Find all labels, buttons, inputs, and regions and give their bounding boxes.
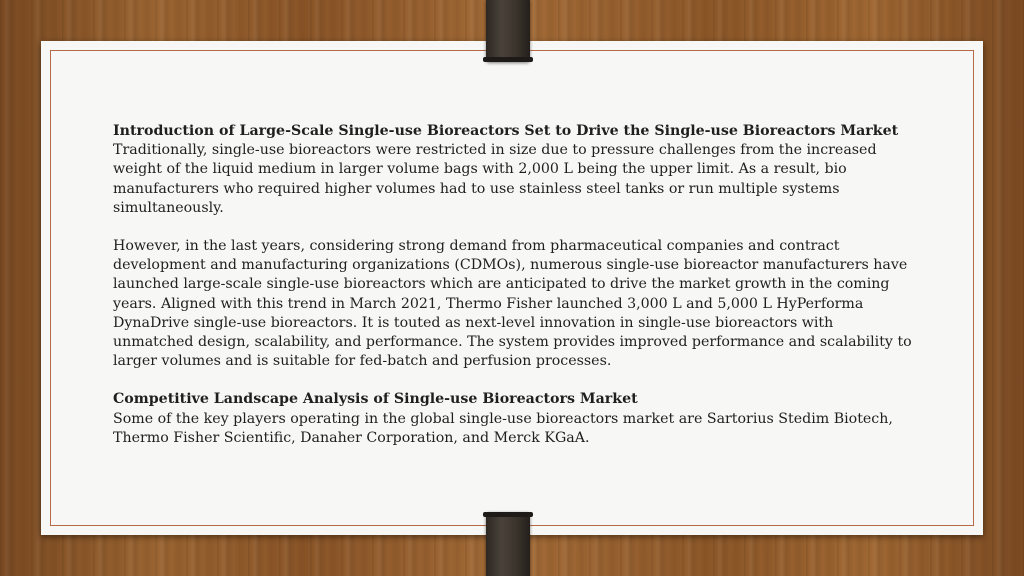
intro-paragraph-1: Traditionally, single-use bioreactors were restricted in size due to pressure challenges from the increased weight of the liquid medium in larger volume bags with 2,000 L being the upper limit. As a result, bio manufacturers who required higher volumes had to use stainless steel tanks or run multiple systems simultaneously. xyxy=(113,142,877,216)
top-binder-clip xyxy=(486,0,530,62)
competitive-heading: Competitive Landscape Analysis of Single-use Bioreactors Market xyxy=(113,391,638,408)
intro-paragraph-2: However, in the last years, considering strong demand from pharmaceutical companies and contract development and manufacturing organizations (CDMOs), numerous single-use bioreactor manufacturers have launched large-scale single-use bioreactors which are anticipated to drive the market growth in the coming years. Aligned with this trend in March 2021, Thermo Fisher launched 3,000 L and 5,000 L HyPerforma DynaDrive single-use bioreactors. It is touted as next-level innovation in single-use bioreactors with unmatched design, scalability, and performance. The system provides improved performance and scalability to larger volumes and is suitable for fed-batch and perfusion processes. xyxy=(113,238,912,370)
paragraph-spacer xyxy=(113,371,918,390)
bottom-binder-clip xyxy=(486,512,530,576)
intro-heading: Introduction of Large-Scale Single-use Bioreactors Set to Drive the Single-use Bioreactors Market xyxy=(113,123,899,139)
slide-content xyxy=(113,122,918,448)
competitive-paragraph: Some of the key players operating in the global single-use bioreactors market are Sartorius Stedim Biotech, Thermo Fisher Scientific, Danaher Corporation, and Merck KGaA. xyxy=(113,410,893,446)
paragraph-spacer xyxy=(113,218,918,237)
